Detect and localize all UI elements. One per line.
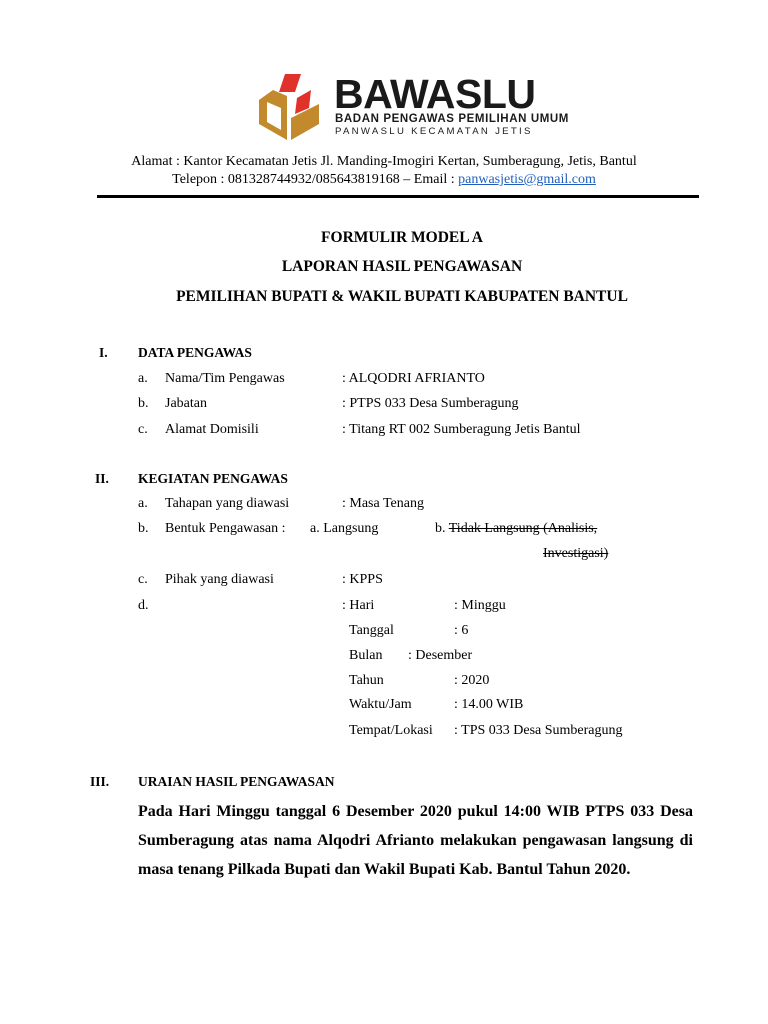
- field-value-alamat: : Titang RT 002 Sumberagung Jetis Bantul: [342, 422, 581, 437]
- section-2-number: II.: [95, 471, 109, 486]
- row-letter: a.: [138, 371, 148, 386]
- report-title: LAPORAN HASIL PENGAWASAN: [281, 258, 523, 275]
- row-letter: b.: [138, 521, 149, 536]
- field-value-pihak: : KPPS: [342, 572, 383, 587]
- field-value-tanggal: : 6: [454, 623, 469, 638]
- election-title: PEMILIHAN BUPATI & WAKIL BUPATI KABUPATEN BANTUL: [176, 288, 628, 305]
- field-label-tanggal: Tanggal: [349, 623, 394, 638]
- row-letter: c.: [138, 572, 148, 587]
- field-value-waktu: : 14.00 WIB: [454, 697, 524, 712]
- section-3-title: URAIAN HASIL PENGAWASAN: [138, 774, 335, 789]
- field-value-nama: : ALQODRI AFRIANTO: [342, 371, 485, 386]
- org-name: BAWASLU: [334, 71, 536, 117]
- option-tidak-langsung: [435, 522, 597, 536]
- contact-prefix: Telepon : 081328744932/085643819168 – Email :: [172, 172, 459, 187]
- org-unit: PANWASLU KECAMATAN JETIS: [335, 126, 533, 137]
- field-value-tempat: : TPS 033 Desa Sumberagung: [454, 723, 623, 738]
- field-label-bentuk: Bentuk Pengawasan :: [165, 521, 286, 536]
- row-letter: d.: [138, 598, 149, 613]
- letterhead-divider: [97, 195, 699, 198]
- option-langsung: a. Langsung: [310, 521, 379, 536]
- address-line: Alamat : Kantor Kecamatan Jetis Jl. Manding-Imogiri Kertan, Sumberagung, Jetis, Bantul: [131, 154, 637, 169]
- section-1-title: DATA PENGAWAS: [138, 345, 252, 360]
- bawaslu-logo-icon: [255, 72, 325, 142]
- section-3-number: III.: [90, 774, 110, 789]
- option-b-line1: Tidak Langsung (Analisis,: [448, 521, 598, 536]
- field-label-tempat: Tempat/Lokasi: [349, 723, 433, 738]
- option-b-prefix: b.: [435, 521, 449, 536]
- field-label-tahapan: Tahapan yang diawasi: [165, 496, 290, 511]
- field-label-hari: : Hari: [342, 598, 375, 613]
- form-title: FORMULIR MODEL A: [321, 229, 483, 246]
- row-letter: c.: [138, 422, 148, 437]
- field-label-nama: Nama/Tim Pengawas: [165, 371, 285, 386]
- row-letter: a.: [138, 496, 148, 511]
- field-label-jabatan: Jabatan: [165, 396, 207, 411]
- field-label-waktu: Waktu/Jam: [349, 697, 412, 712]
- contact-line: [0, 173, 768, 187]
- report-narrative: Pada Hari Minggu tanggal 6 Desember 2020 pukul 14:00 WIB PTPS 033 Desa Sumberagung atas nama Alqodri Afrianto melakukan pengawasan langsung di masa tenang Pilkada Bupati dan Wakil Bupati Kab. Bantul Tahun 2020.: [138, 803, 693, 878]
- section-2-title: KEGIATAN PENGAWAS: [138, 471, 288, 486]
- field-value-tahun: : 2020: [454, 673, 490, 688]
- field-value-jabatan: : PTPS 033 Desa Sumberagung: [342, 396, 519, 411]
- section-1-number: I.: [99, 345, 108, 360]
- org-full-name: BADAN PENGAWAS PEMILIHAN UMUM: [335, 113, 569, 125]
- row-letter: b.: [138, 396, 149, 411]
- field-label-pihak: Pihak yang diawasi: [165, 572, 274, 587]
- field-label-alamat: Alamat Domisili: [165, 422, 259, 437]
- field-value-bulan: : Desember: [408, 648, 473, 663]
- option-b-line2: Investigasi): [543, 546, 609, 561]
- field-label-bulan: Bulan: [349, 648, 383, 663]
- email-link[interactable]: panwasjetis@gmail.com: [458, 172, 596, 187]
- field-value-hari: : Minggu: [454, 598, 506, 613]
- field-label-tahun: Tahun: [349, 673, 384, 688]
- field-value-tahapan: : Masa Tenang: [342, 496, 424, 511]
